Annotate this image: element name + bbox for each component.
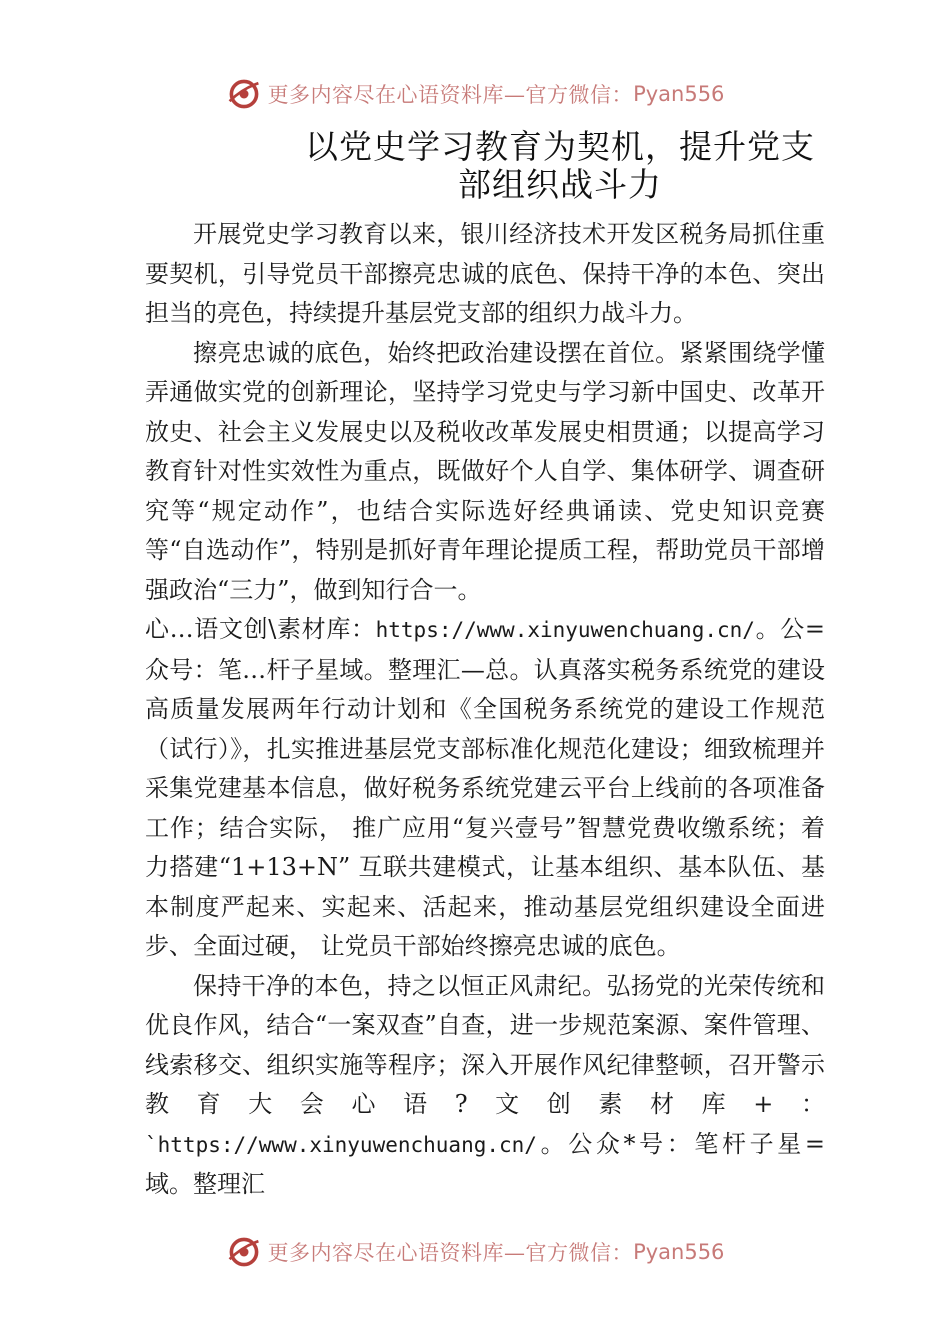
banner-wechat-id: Pyan556 bbox=[633, 82, 725, 106]
header-watermark-banner bbox=[0, 72, 950, 116]
paragraph-1: 开展党史学习教育以来，银川经济技术开发区税务局抓住重要契机，引导党员干部擦亮忠诚的底色、保持干净的本色、突出担当的亮色，持续提升基层党支部的组织力战斗力。 bbox=[145, 220, 825, 327]
footer-watermark-banner bbox=[0, 1230, 950, 1274]
paragraph-4-prefix: 保持干净的本色，持之以恒正风肃纪。弘扬党的光荣传统和优良作风，结合“一案双查”自查，进一步规范案源、案件管理、线索移交、组织实施等程序；深入开展作风纪律整顿，召开警示教育大会心语?文创素材库+： bbox=[145, 971, 825, 1118]
paragraph-3-prefix: 心…语文创\素材库： bbox=[145, 615, 376, 643]
paragraph-2: 擦亮忠诚的底色，始终把政治建设摆在首位。紧紧围绕学懂弄通做实党的创新理论，坚持学习党史与学习新中国史、改革开放史、社会主义发展史以及税收改革发展史相贯通；以提高学习教育针对性实效性为重点，既做好个人自学、集体研学、调查研究等“规定动作”，也结合实际选好经典诵读、党史知识竞赛等“自选动作”，特别是抓好青年理论提质工程，帮助党员干部增强政治“三力”，做到知行合一。 bbox=[145, 338, 825, 604]
banner-text: 更多内容尽在心语资料库—官方微信： bbox=[267, 83, 634, 107]
paragraph-4-url: `https://www.xinyuwenchuang.cn/ bbox=[145, 1132, 537, 1157]
paragraph-3 bbox=[145, 610, 825, 967]
banner-text: 更多内容尽在心语资料库—官方微信： bbox=[267, 1241, 634, 1265]
brand-logo-icon bbox=[226, 76, 262, 112]
document-title bbox=[200, 128, 920, 204]
document-body bbox=[145, 215, 825, 1205]
title-line-2: 部组织战斗力 bbox=[458, 165, 662, 204]
paragraph-3-text: 。公=众号：笔…杆子星域。整理汇—总。认真落实税务系统党的建设高质量发展两年行动计划和《全国税务系统党的建设工作规范（试行）》，扎实推进基层党支部标准化规范化建设；细致梳理并采集党建基本信息，做好税务系统党建云平台上线前的各项准备工作；结合实际， 推广应用“复兴壹号”智慧党费收缴系统；着力搭建“1+13+N” 互联共建模式，让基本组织、基本队伍、基本制度严起来、实起来、活起来，推动基层党组织建设全面进步、全面过硬， 让党员干部始终擦亮忠诚的底色。 bbox=[145, 615, 825, 960]
paragraph-4 bbox=[145, 967, 825, 1205]
title-line-1: 以党史学习教育为契机，提升党支 bbox=[305, 127, 815, 166]
paragraph-4-text: 。公众*号：笔杆子星=域。整理汇 bbox=[145, 1129, 825, 1198]
paragraph-3-url: https://www.xinyuwenchuang.cn/ bbox=[375, 618, 755, 642]
banner-wechat-id: Pyan556 bbox=[633, 1240, 725, 1264]
brand-logo-icon bbox=[226, 1234, 262, 1270]
